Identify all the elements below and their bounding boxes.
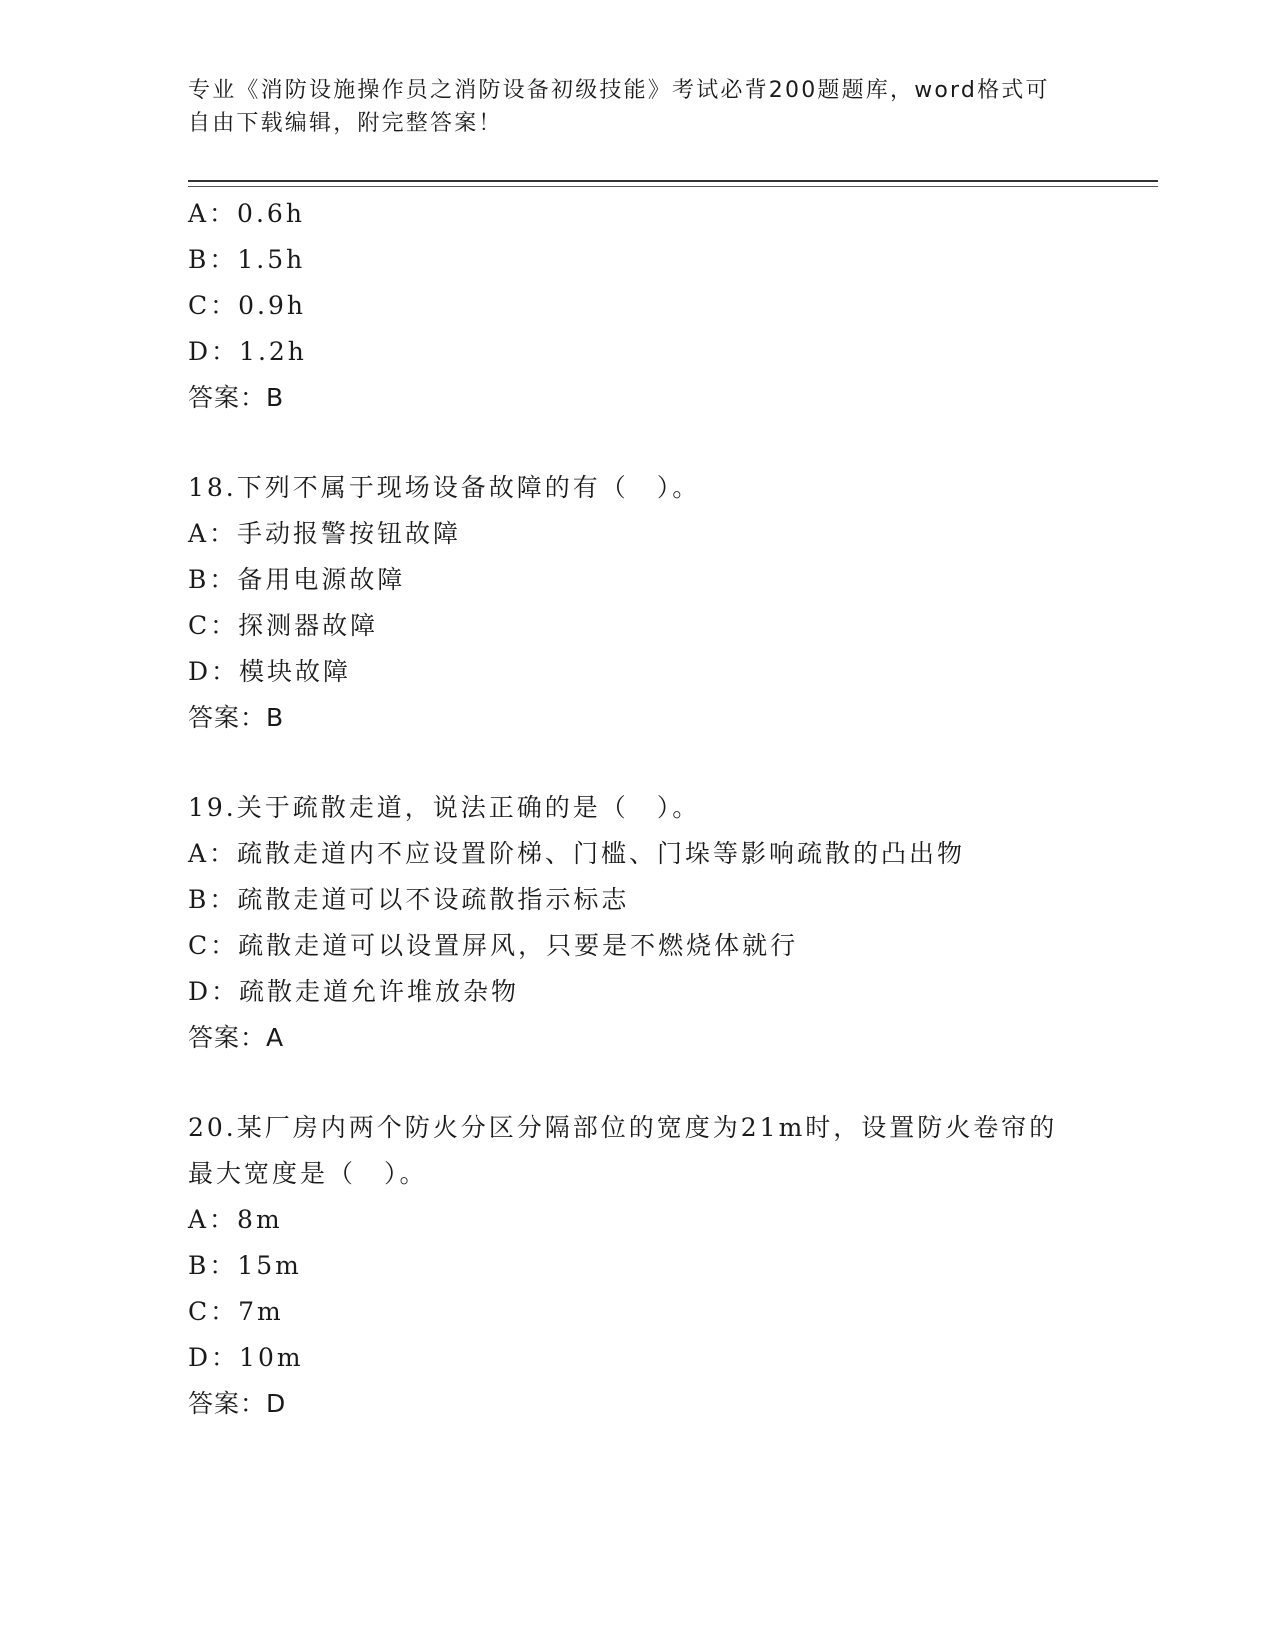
option-c: C：0.9h [188, 291, 306, 320]
header-divider-thick [188, 180, 1158, 182]
option-a: A：8m [188, 1205, 283, 1234]
header-divider-thin [188, 186, 1158, 187]
question-text: 20.某厂房内两个防火分区分隔部位的宽度为21m时，设置防火卷帘的最大宽度是（ ）。 [188, 1113, 1058, 1188]
option-b: B：1.5h [188, 245, 306, 274]
option-b: B：备用电源故障 [188, 565, 406, 594]
option-d: D：疏散走道允许堆放杂物 [188, 977, 520, 1006]
option-a: A：手动报警按钮故障 [188, 519, 462, 548]
question-18 [188, 465, 1128, 741]
document-header: 专业《消防设施操作员之消防设备初级技能》考试必背200题题库，word格式可自由下载编辑，附完整答案！ [188, 78, 1050, 136]
question-17-continued [188, 191, 1128, 421]
option-c: C：探测器故障 [188, 611, 379, 640]
answer-line: 答案：B [188, 383, 285, 412]
option-a: A：0.6h [188, 199, 305, 228]
answer-line: 答案：A [188, 1023, 285, 1052]
question-list [188, 191, 1128, 1427]
option-d: D：10m [188, 1343, 304, 1372]
option-c: C：疏散走道可以设置屏风，只要是不燃烧体就行 [188, 931, 799, 960]
question-19 [188, 785, 1128, 1061]
answer-line: 答案：B [188, 703, 285, 732]
option-d: D：模块故障 [188, 657, 352, 686]
answer-line: 答案：D [188, 1389, 287, 1418]
option-c: C：7m [188, 1297, 284, 1326]
option-b: B：疏散走道可以不设疏散指示标志 [188, 885, 630, 914]
option-d: D：1.2h [188, 337, 307, 366]
option-b: B：15m [188, 1251, 302, 1280]
question-text: 18.下列不属于现场设备故障的有（ ）。 [188, 473, 701, 502]
question-text: 19.关于疏散走道，说法正确的是（ ）。 [188, 793, 701, 822]
option-a: A：疏散走道内不应设置阶梯、门槛、门垛等影响疏散的凸出物 [188, 839, 966, 868]
question-20 [188, 1105, 1128, 1427]
